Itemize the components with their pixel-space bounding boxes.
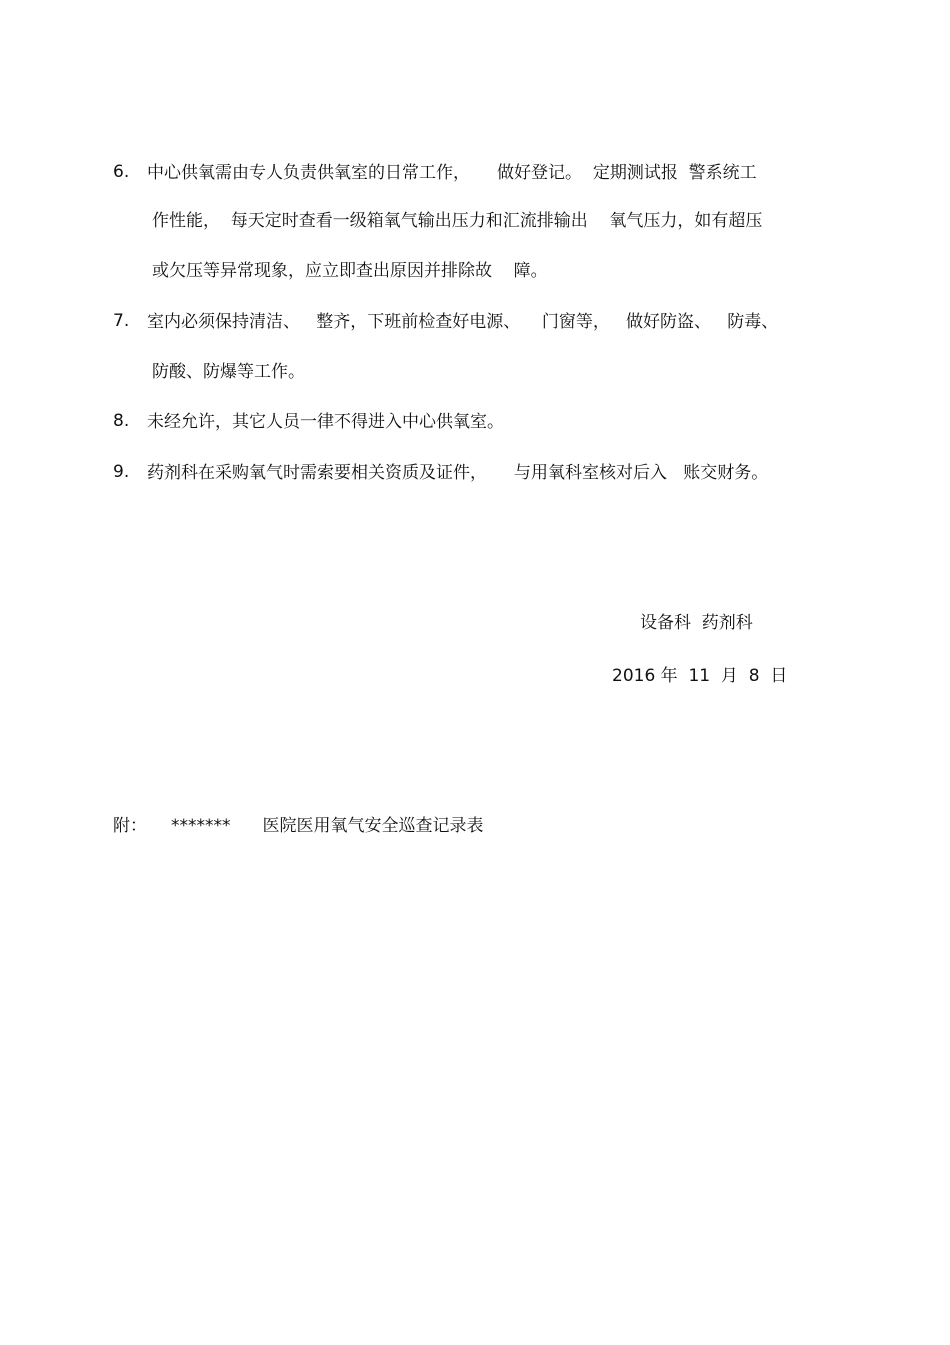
attachment-masked-name: ******* xyxy=(171,816,231,836)
item-number: 7. xyxy=(113,311,130,331)
attachment-line xyxy=(113,811,484,836)
signature-departments: 设备科 药剂科 xyxy=(640,613,753,633)
attachment-title: 医院医用氧气安全巡查记录表 xyxy=(262,816,484,836)
item-6-line-3: 或欠压等异常现象，应立即查出原因并排除故 障。 xyxy=(152,261,548,281)
item-number: 6. xyxy=(113,162,130,182)
item-7-line-2: 防酸、防爆等工作。 xyxy=(152,362,305,382)
item-6-line-2: 作性能， 每天定时查看一级箱氧气输出压力和汇流排输出 氧气压力，如有超压 xyxy=(152,211,763,231)
item-9-line-1: 药剂科在采购氧气时需索要相关资质及证件， 与用氧科室核对后入 账交财务。 xyxy=(147,463,769,483)
item-number: 9. xyxy=(113,462,130,482)
item-8-line-1: 未经允许，其它人员一律不得进入中心供氧室。 xyxy=(147,412,504,432)
item-6-line-1: 中心供氧需由专人负责供氧室的日常工作， 做好登记。 定期测试报 警系统工 xyxy=(147,163,757,183)
attachment-label: 附： xyxy=(113,816,147,836)
signature-date: 2016 年 11 月 8 日 xyxy=(612,666,788,686)
item-number: 8. xyxy=(113,411,130,431)
item-7-line-1: 室内必须保持清洁、 整齐，下班前检查好电源、 门窗等， 做好防盗、 防毒、 xyxy=(147,312,779,332)
